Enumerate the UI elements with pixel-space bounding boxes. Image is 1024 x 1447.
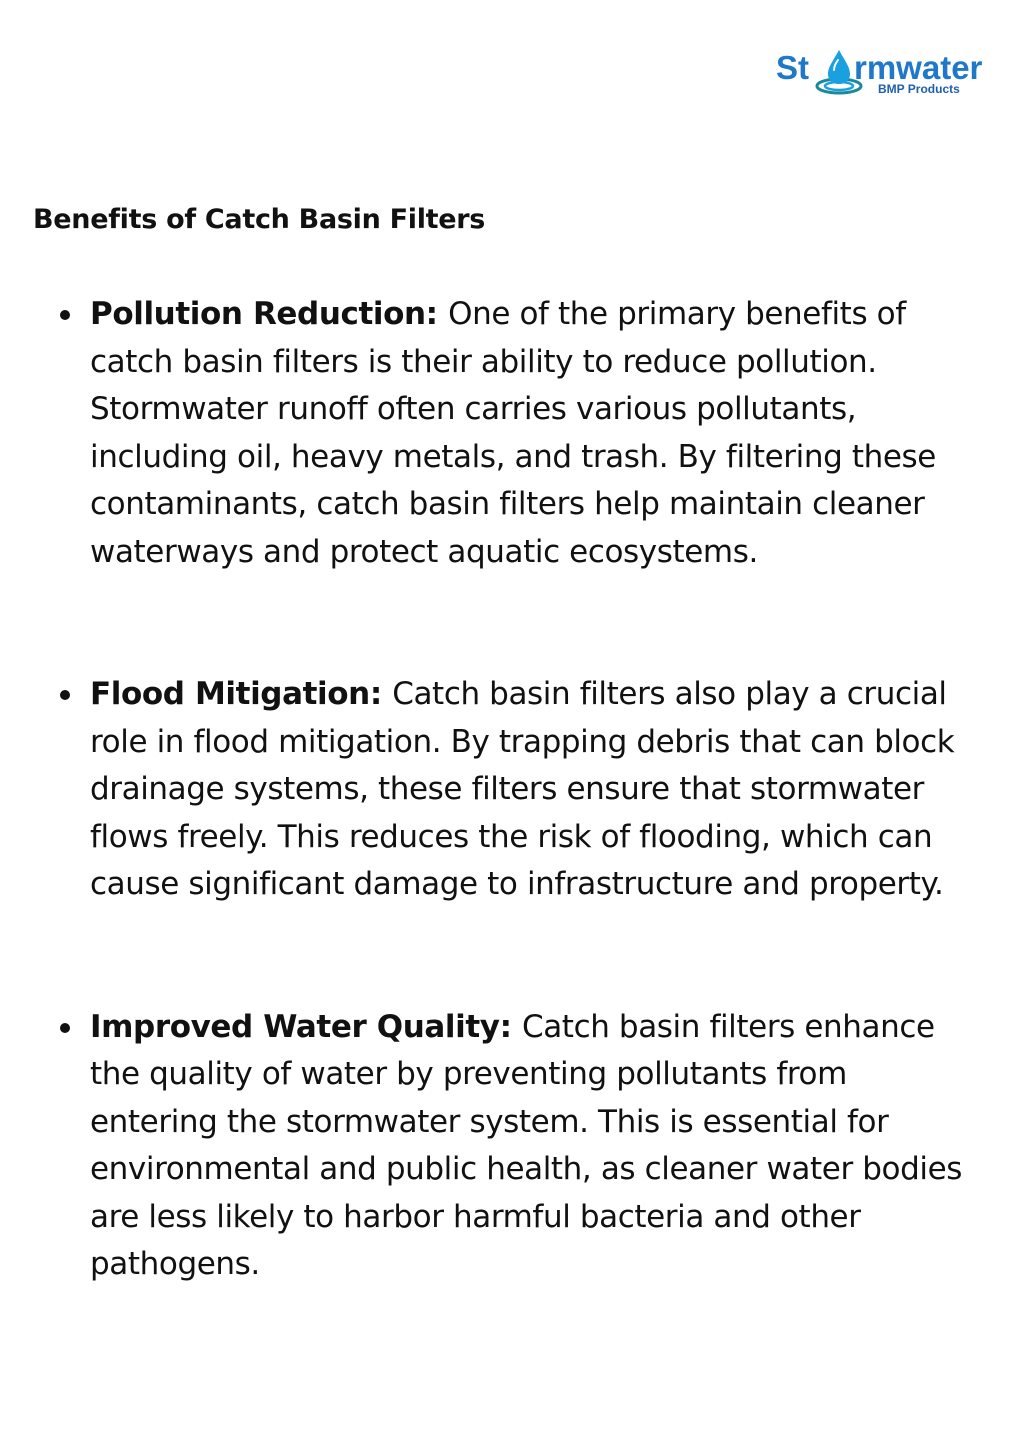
benefit-item-improved-water-quality xyxy=(90,1004,970,1289)
benefit-label: Flood Mitigation: xyxy=(90,676,393,712)
benefit-list xyxy=(90,291,970,1289)
bullet-icon xyxy=(60,1023,70,1033)
logo-text-start: St xyxy=(776,49,809,86)
page-title: Benefits of Catch Basin Filters xyxy=(33,204,486,235)
benefit-text: Catch basin filters enhance the quality of water by preventing pollutants from entering the stormwater system. This is essential for environmental and public health, as cleaner water bodies are less likely to harbor harmful bacteria and other pathogens. xyxy=(90,1008,963,1282)
bullet-icon xyxy=(60,310,70,320)
benefit-text: Catch basin filters also play a crucial role in flood mitigation. By trapping debris that can block drainage systems, these filters ensure that stormwater flows freely. This reduces the risk of flooding, which can cause significant damage to infrastructure and property. xyxy=(90,676,955,902)
bullet-icon xyxy=(60,690,70,700)
logo-text-end: rmwater xyxy=(854,49,983,86)
benefit-label: Improved Water Quality: xyxy=(90,1008,522,1045)
benefit-item-pollution-reduction xyxy=(90,291,970,576)
logo-tagline: BMP Products xyxy=(878,82,960,96)
benefit-item-flood-mitigation xyxy=(90,671,970,909)
stormwater-logo xyxy=(774,46,986,102)
benefit-text: One of the primary benefits of catch basin filters is their ability to reduce pollution. Stormwater runoff often carries various pollutants, including oil, heavy metals, and trash. By filtering these contaminants, catch basin filters help maintain cleaner waterways and protect aquatic ecosystems. xyxy=(90,296,936,570)
benefit-label: Pollution Reduction: xyxy=(90,296,449,332)
